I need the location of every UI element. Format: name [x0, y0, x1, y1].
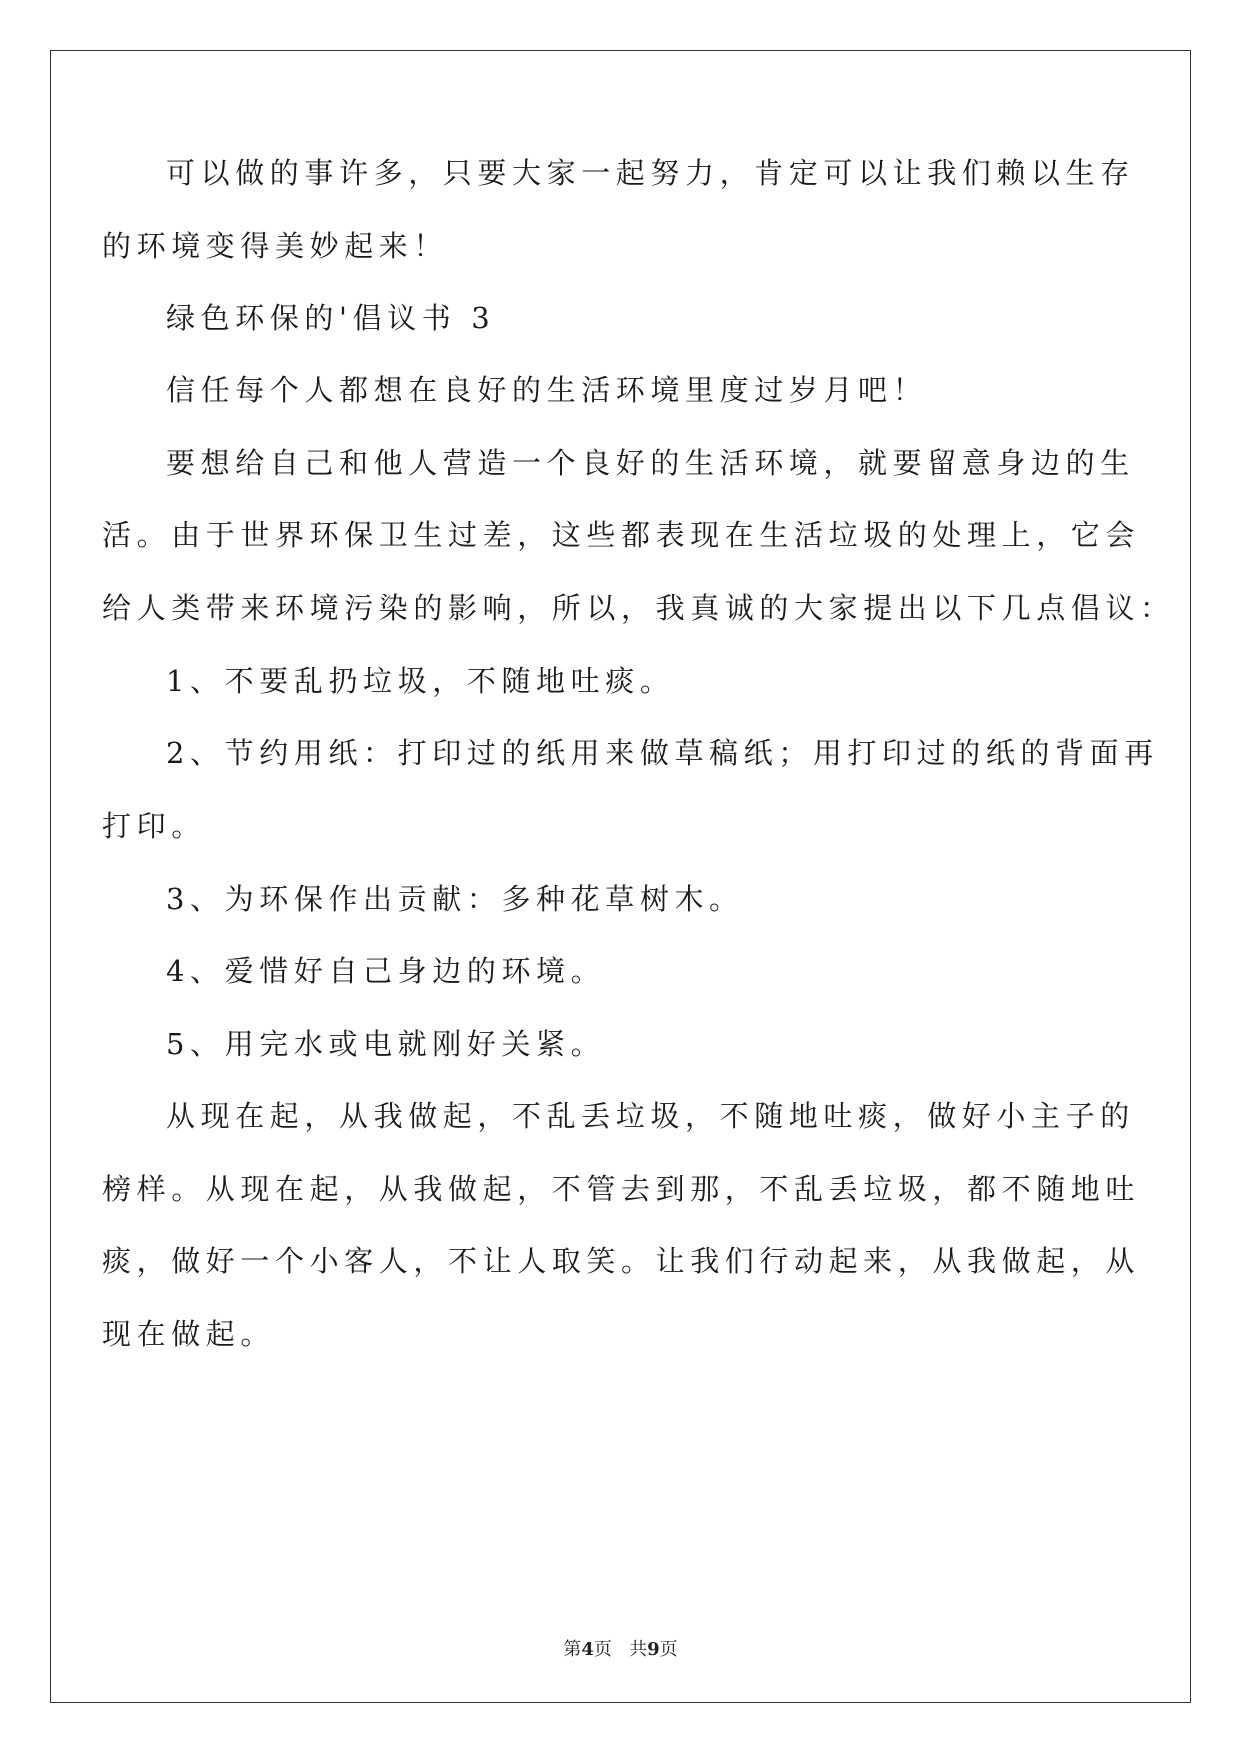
list-item: 1、不要乱扔垃圾，不随地吐痰。	[166, 664, 675, 698]
text-line: 痰，做好一个小客人，不让人取笑。让我们行动起来，从我做起，从	[102, 1244, 1141, 1278]
footer-total-prefix: 共	[629, 1639, 648, 1660]
footer-total-suffix: 页	[659, 1639, 678, 1660]
text-line: 活。由于世界环保卫生过差，这些都表现在生活垃圾的处理上，它会	[102, 518, 1141, 552]
text-line: 给人类带来环境污染的影响，所以，我真诚的大家提出以下几点倡议：	[102, 591, 1175, 625]
text-line: 打印。	[102, 809, 206, 843]
text-line: 从现在起，从我做起，不乱丢垃圾，不随地吐痰，做好小主子的	[166, 1099, 1135, 1133]
list-item: 5、用完水或电就刚好关紧。	[166, 1027, 606, 1061]
text-line: 现在做起。	[102, 1317, 276, 1351]
footer-page-word: 页	[593, 1639, 612, 1660]
page-footer	[0, 1635, 1241, 1661]
text-line: 可以做的事许多，只要大家一起努力，肯定可以让我们赖以生存	[166, 156, 1135, 190]
text-line: 信任每个人都想在良好的生活环境里度过岁月吧！	[166, 373, 928, 407]
list-item: 4、爱惜好自己身边的环境。	[166, 954, 606, 988]
current-page-number: 4	[581, 1639, 594, 1660]
text-line: 榜样。从现在起，从我做起，不管去到那，不乱丢垃圾，都不随地吐	[102, 1172, 1141, 1206]
section-heading: 绿色环保的'倡议书 3	[166, 301, 496, 335]
total-page-number: 9	[647, 1639, 660, 1660]
text-line: 的环境变得美妙起来！	[102, 229, 449, 263]
list-item: 3、为环保作出贡献：多种花草树木。	[166, 882, 744, 916]
list-item: 2、节约用纸：打印过的纸用来做草稿纸；用打印过的纸的背面再	[166, 736, 1159, 770]
footer-prefix: 第	[563, 1639, 582, 1660]
text-line: 要想给自己和他人营造一个良好的生活环境，就要留意身边的生	[166, 446, 1135, 480]
